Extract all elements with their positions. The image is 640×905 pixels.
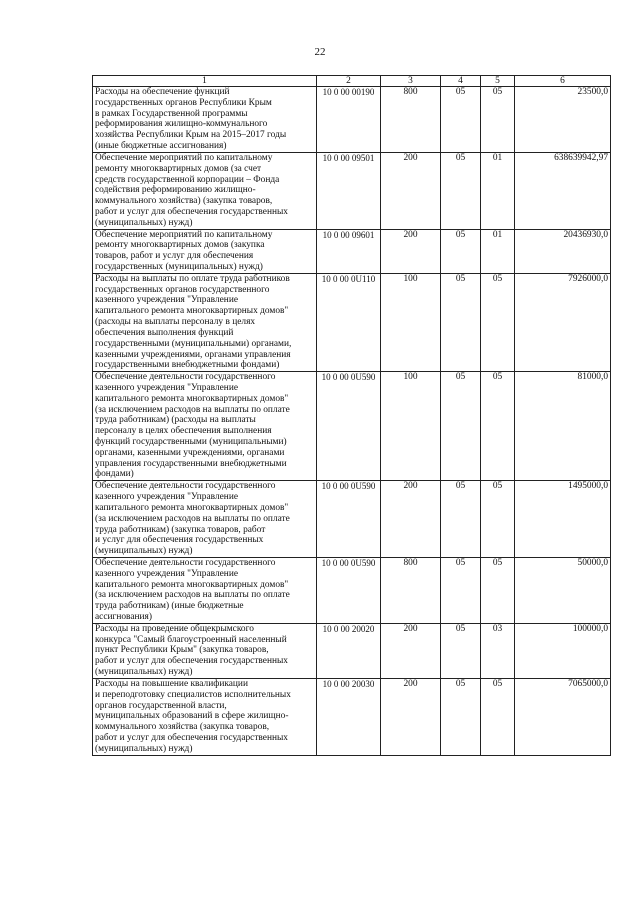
subsection-code: 05	[481, 557, 515, 623]
amount-value: 1495000,0	[515, 481, 611, 558]
table-row	[93, 678, 611, 755]
table-row	[93, 623, 611, 678]
expense-description: Обеспечение мероприятий по капитальному ремонту многоквартирных домов (за счет средств государственной корпорации – Фонда содействия реформированию жилищно- коммунального хозяйства) (закупка товаров, работ и услуг для обеспечения государственных (муниципальных) нужд)	[93, 152, 317, 229]
column-header-number: 4	[441, 76, 481, 87]
target-article-code: 10 0 00 00190	[317, 87, 381, 153]
section-code: 05	[441, 623, 481, 678]
section-code: 05	[441, 678, 481, 755]
target-article-code: 10 0 00 20020	[317, 623, 381, 678]
table-row	[93, 87, 611, 153]
table-row	[93, 481, 611, 558]
subsection-code: 05	[481, 273, 515, 371]
subsection-code: 01	[481, 229, 515, 273]
expense-description: Расходы на проведение общекрымского конкурса "Самый благоустроенный населенный пункт Республики Крым" (закупка товаров, работ и услуг для обеспечения государственных (муниципальных) нужд)	[93, 623, 317, 678]
subsection-code: 03	[481, 623, 515, 678]
table-header-row	[93, 76, 611, 87]
target-article-code: 10 0 00 0U590	[317, 557, 381, 623]
target-article-code: 10 0 00 09501	[317, 152, 381, 229]
expense-description: Расходы на обеспечение функций государственных органов Республики Крым в рамках Государственной программы реформирования жилищно-коммунального хозяйства Республики Крым на 2015–2017 годы (иные бюджетные ассигнования)	[93, 87, 317, 153]
target-article-code: 10 0 00 0U590	[317, 481, 381, 558]
amount-value: 20436930,0	[515, 229, 611, 273]
column-header-number: 1	[93, 76, 317, 87]
expense-type-code: 200	[381, 152, 441, 229]
expense-type-code: 200	[381, 229, 441, 273]
target-article-code: 10 0 00 20030	[317, 678, 381, 755]
expense-type-code: 200	[381, 481, 441, 558]
subsection-code: 01	[481, 152, 515, 229]
section-code: 05	[441, 557, 481, 623]
column-header-number: 3	[381, 76, 441, 87]
subsection-code: 05	[481, 372, 515, 481]
amount-value: 81000,0	[515, 372, 611, 481]
target-article-code: 10 0 00 0U590	[317, 372, 381, 481]
expense-type-code: 800	[381, 87, 441, 153]
table-row	[93, 273, 611, 371]
expense-description: Расходы на повышение квалификации и переподготовку специалистов исполнительных органов государственной власти, муниципальных образований в сфере жилищно- коммунального хозяйства (закупка товаров, работ и услуг для обеспечения государственных (муниципальных) нужд)	[93, 678, 317, 755]
table-row	[93, 229, 611, 273]
amount-value: 638639942,97	[515, 152, 611, 229]
expense-type-code: 100	[381, 273, 441, 371]
expense-type-code: 200	[381, 623, 441, 678]
column-header-number: 6	[515, 76, 611, 87]
expense-description: Обеспечение мероприятий по капитальному ремонту многоквартирных домов (закупка товаров, работ и услуг для обеспечения государственных (муниципальных) нужд)	[93, 229, 317, 273]
amount-value: 7065000,0	[515, 678, 611, 755]
expense-description: Обеспечение деятельности государственного казенного учреждения "Управление капитального ремонта многоквартирных домов" (за исключением расходов на выплаты по оплате труда работникам) (расходы на выплаты персоналу в целях обеспечения выполнения функций государственными (муниципальными) органами, казенными учреждениями, органами управления государственными внебюджетными фондами)	[93, 372, 317, 481]
amount-value: 7926000,0	[515, 273, 611, 371]
target-article-code: 10 0 00 09601	[317, 229, 381, 273]
table-row	[93, 152, 611, 229]
section-code: 05	[441, 372, 481, 481]
section-code: 05	[441, 229, 481, 273]
table-row	[93, 557, 611, 623]
expense-type-code: 100	[381, 372, 441, 481]
subsection-code: 05	[481, 87, 515, 153]
column-header-number: 2	[317, 76, 381, 87]
page-number: 22	[314, 46, 326, 58]
section-code: 05	[441, 152, 481, 229]
amount-value: 100000,0	[515, 623, 611, 678]
budget-table	[92, 75, 611, 756]
expense-description: Обеспечение деятельности государственного казенного учреждения "Управление капитального ремонта многоквартирных домов" (за исключением расходов на выплаты по оплате труда работникам) (закупка товаров, работ и услуг для обеспечения государственных (муниципальных) нужд)	[93, 481, 317, 558]
expense-description: Обеспечение деятельности государственного казенного учреждения "Управление капитального ремонта многоквартирных домов" (за исключением расходов на выплаты по оплате труда работникам) (иные бюджетные ассигнования)	[93, 557, 317, 623]
expense-description: Расходы на выплаты по оплате труда работников государственных органов государственного казенного учреждения "Управление капитального ремонта многоквартирных домов" (расходы на выплаты персоналу в целях обеспечения выполнения функций государственными (муниципальными) органами, казенными учреждениями, органами управления государственными внебюджетными фондами)	[93, 273, 317, 371]
table-row	[93, 372, 611, 481]
amount-value: 50000,0	[515, 557, 611, 623]
subsection-code: 05	[481, 481, 515, 558]
column-header-number: 5	[481, 76, 515, 87]
subsection-code: 05	[481, 678, 515, 755]
section-code: 05	[441, 481, 481, 558]
expense-type-code: 800	[381, 557, 441, 623]
section-code: 05	[441, 87, 481, 153]
expense-type-code: 200	[381, 678, 441, 755]
amount-value: 23500,0	[515, 87, 611, 153]
section-code: 05	[441, 273, 481, 371]
target-article-code: 10 0 00 0U110	[317, 273, 381, 371]
